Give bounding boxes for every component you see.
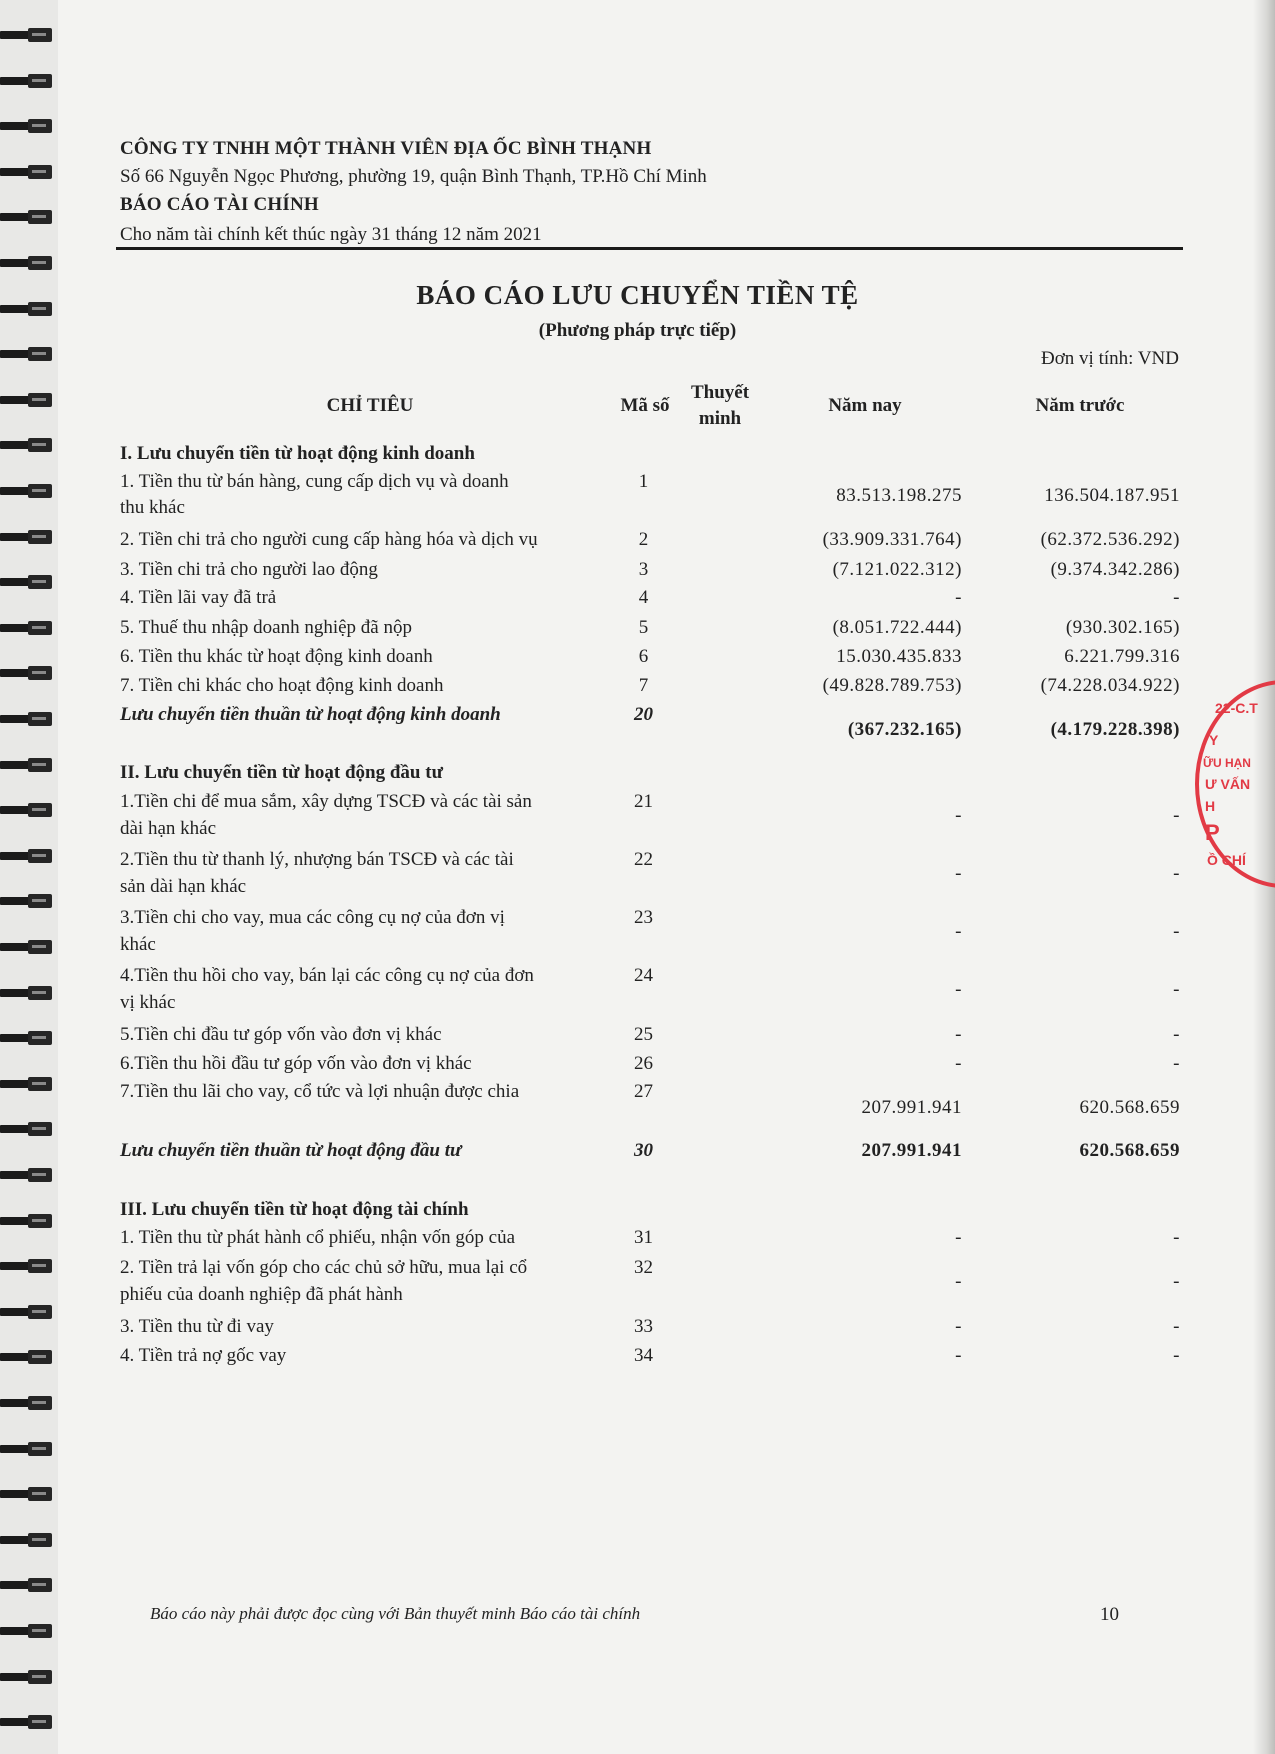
value-previous-year: 620.568.659 [1079,1097,1180,1118]
value-current-year: - [955,921,962,942]
seal-text: H [1205,798,1216,814]
value-current-year: - [955,1316,962,1337]
seal-text: Ồ CHÍ [1207,852,1246,868]
value-current-year: - [955,587,962,608]
value-previous-year: (74.228.034.922) [1040,675,1180,696]
row-label-line2: dài hạn khác [120,818,217,839]
value-current-year: - [955,1053,962,1074]
column-header-indicator: CHỈ TIÊU [326,395,414,416]
company-seal-stamp [1195,680,1275,920]
row-label: 5.Tiền chi đầu tư góp vốn vào đơn vị khác [120,1024,442,1045]
seal-text: ỮU HẠN [1203,756,1251,770]
value-current-year: - [955,1227,962,1248]
total-previous-year: (4.179.228.398) [1050,719,1180,740]
value-current-year: (7.121.022.312) [832,559,962,580]
row-label: 6. Tiền thu khác từ hoạt động kinh doanh [120,646,433,667]
header-divider [116,247,1183,250]
report-subtitle: (Phương pháp trực tiếp) [538,320,737,341]
total-current-year: (367.232.165) [847,719,962,740]
row-label-line1: 3.Tiền chi cho vay, mua các công cụ nợ của đơn vị [120,907,505,928]
value-previous-year: - [1173,921,1180,942]
company-address: Số 66 Nguyễn Ngọc Phương, phường 19, quận Bình Thạnh, TP.Hồ Chí Minh [120,166,707,187]
row-label-line2: vị khác [120,992,176,1013]
currency-unit: Đơn vị tính: VND [1041,348,1179,369]
row-code: 24 [634,965,653,986]
value-previous-year: - [1173,1053,1180,1074]
row-code: 1 [638,471,649,492]
row-code: 2 [638,529,649,550]
row-label: 1. Tiền thu từ phát hành cổ phiếu, nhận vốn góp của [120,1227,516,1248]
row-label-line1: 1. Tiền thu từ bán hàng, cung cấp dịch vụ và doanh [120,471,509,492]
column-header-note-line2: minh [698,408,742,429]
row-code: 32 [634,1257,653,1278]
footer-note: Báo cáo này phải được đọc cùng với Bản thuyết minh Báo cáo tài chính [150,1604,641,1623]
value-current-year: 207.991.941 [861,1097,962,1118]
row-label-line1: 4.Tiền thu hồi cho vay, bán lại các công cụ nợ của đơn [120,965,534,986]
row-label: 6.Tiền thu hồi đầu tư góp vốn vào đơn vị khác [120,1053,472,1074]
seal-text: 22-C.T [1215,700,1258,716]
row-label-line1: 1.Tiền chi để mua sắm, xây dựng TSCĐ và các tài sản [120,791,532,812]
value-current-year: - [955,979,962,1000]
row-label: 7.Tiền thu lãi cho vay, cổ tức và lợi nhuận được chia [120,1081,520,1102]
value-previous-year: - [1173,1345,1180,1366]
value-previous-year: - [1173,805,1180,826]
value-previous-year: 136.504.187.951 [1044,485,1180,506]
report-period: Cho năm tài chính kết thúc ngày 31 tháng 12 năm 2021 [120,224,542,245]
value-previous-year: - [1173,1316,1180,1337]
company-name: CÔNG TY TNHH MỘT THÀNH VIÊN ĐỊA ỐC BÌNH THẠNH [120,138,652,159]
row-code: 23 [634,907,653,928]
row-label-line2: khác [120,934,156,955]
section-heading-label: I. Lưu chuyển tiền từ hoạt động kinh doanh [120,443,475,464]
row-label: 2. Tiền chi trả cho người cung cấp hàng hóa và dịch vụ [120,529,538,550]
value-previous-year: - [1173,863,1180,884]
row-label: 3. Tiền chi trả cho người lao động [120,559,378,580]
value-current-year: - [955,1024,962,1045]
value-current-year: - [955,863,962,884]
row-label-line1: 2. Tiền trả lại vốn góp cho các chủ sở hữu, mua lại cổ [120,1257,528,1278]
value-current-year: - [955,1271,962,1292]
row-code: 31 [634,1227,653,1248]
value-previous-year: - [1173,1024,1180,1045]
value-previous-year: - [1173,979,1180,1000]
row-code: 34 [634,1345,653,1366]
seal-text: Ư VẤN [1205,776,1251,792]
column-header-current-year: Năm nay [828,395,902,416]
row-label: 4. Tiền lãi vay đã trả [120,587,277,608]
report-title: BÁO CÁO LƯU CHUYỂN TIỀN TỆ [416,280,859,310]
row-code: 25 [634,1024,653,1045]
row-code: 6 [638,646,649,667]
row-label-line2: phiếu của doanh nghiệp đã phát hành [120,1284,403,1305]
column-header-code: Mã số [620,395,670,416]
total-previous-year: 620.568.659 [1079,1140,1180,1161]
total-code: 20 [634,704,653,725]
row-code: 27 [634,1081,653,1102]
row-label: 5. Thuế thu nhập doanh nghiệp đã nộp [120,617,412,638]
value-previous-year: 6.221.799.316 [1064,646,1180,667]
value-current-year: (33.909.331.764) [822,529,962,550]
column-header-previous-year: Năm trước [1035,395,1125,416]
row-code: 7 [638,675,649,696]
value-current-year: 83.513.198.275 [836,485,962,506]
value-current-year: (8.051.722.444) [832,617,962,638]
value-current-year: - [955,805,962,826]
value-previous-year: (9.374.342.286) [1050,559,1180,580]
row-code: 21 [634,791,653,812]
row-label-line2: sản dài hạn khác [120,876,247,897]
row-label: 3. Tiền thu từ đi vay [120,1316,274,1337]
value-previous-year: (930.302.165) [1065,617,1180,638]
value-previous-year: - [1173,1227,1180,1248]
section-heading-label: II. Lưu chuyển tiền từ hoạt động đầu tư [120,762,443,783]
value-current-year: 15.030.435.833 [836,646,962,667]
value-previous-year: (62.372.536.292) [1040,529,1180,550]
seal-text: P [1205,820,1220,845]
total-label: Lưu chuyển tiền thuần từ hoạt động kinh doanh [120,704,501,725]
row-code: 33 [634,1316,653,1337]
total-code: 30 [634,1140,653,1161]
row-code: 3 [638,559,649,580]
row-label-line1: 2.Tiền thu từ thanh lý, nhượng bán TSCĐ và các tài [120,849,514,870]
row-label: 4. Tiền trả nợ gốc vay [120,1345,287,1366]
value-previous-year: - [1173,587,1180,608]
row-code: 26 [634,1053,653,1074]
value-current-year: - [955,1345,962,1366]
row-label-line2: thu khác [120,497,185,518]
report-type: BÁO CÁO TÀI CHÍNH [120,194,319,215]
row-code: 22 [634,849,653,870]
value-current-year: (49.828.789.753) [822,675,962,696]
total-label: Lưu chuyển tiền thuần từ hoạt động đầu tư [120,1140,462,1161]
total-current-year: 207.991.941 [861,1140,962,1161]
section-heading-label: III. Lưu chuyển tiền từ hoạt động tài chính [120,1199,469,1220]
column-header-note-line1: Thuyết [690,382,750,403]
row-label: 7. Tiền chi khác cho hoạt động kinh doanh [120,675,444,696]
row-code: 4 [638,587,649,608]
value-previous-year: - [1173,1271,1180,1292]
column-header-note [680,380,760,432]
seal-text: Y [1209,732,1219,748]
page-number: 10 [1100,1604,1119,1625]
row-code: 5 [638,617,649,638]
